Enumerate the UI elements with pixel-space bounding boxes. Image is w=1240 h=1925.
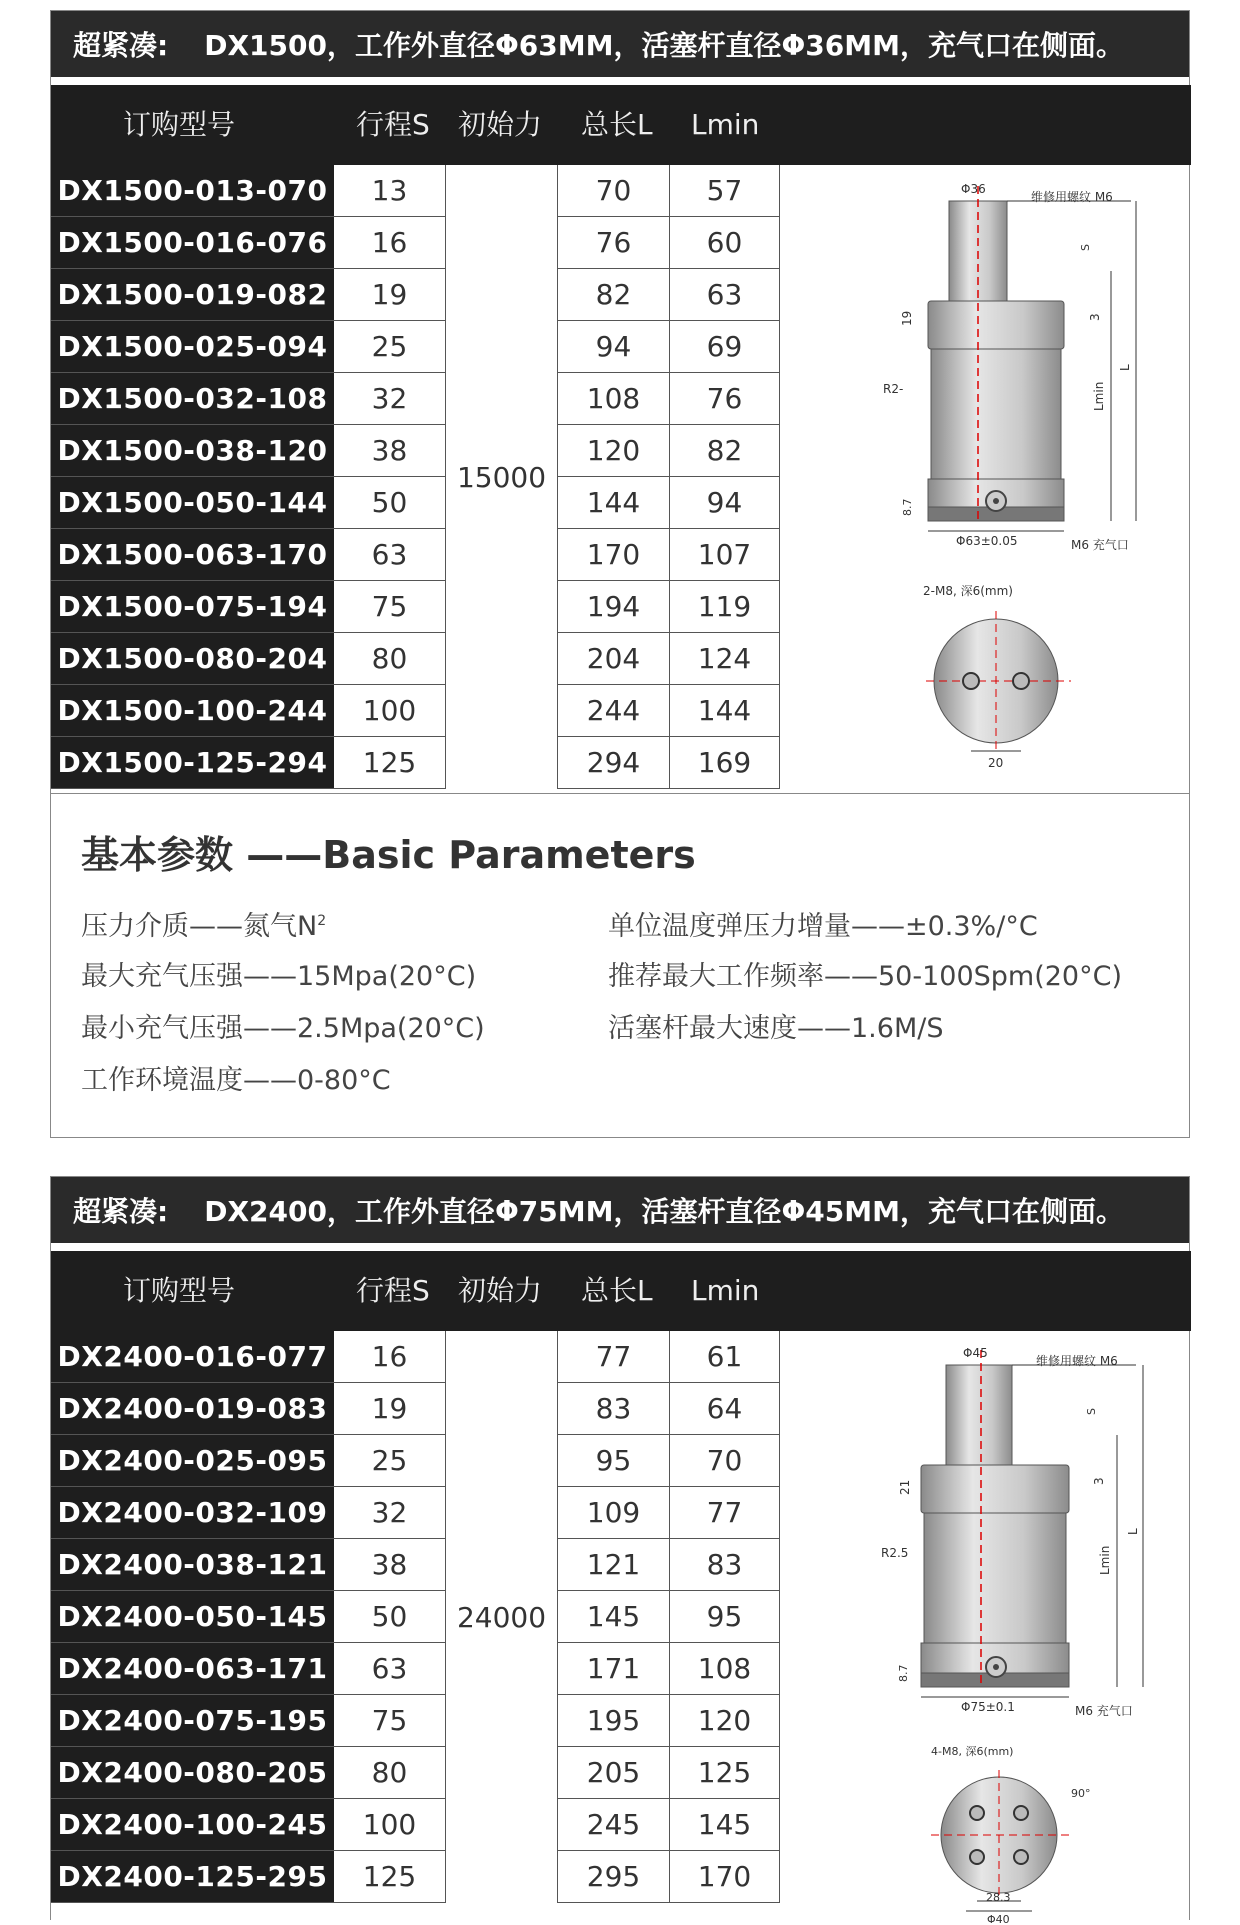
s-cell: 75 — [334, 1695, 446, 1747]
model-cell: DX2400-063-171 — [51, 1643, 334, 1695]
l-cell: 295 — [558, 1851, 670, 1903]
lmin-cell: 124 — [670, 633, 780, 685]
l-cell: 195 — [558, 1695, 670, 1747]
header-force: 初始力 — [458, 108, 543, 141]
model-cell: DX2400-025-095 — [51, 1435, 334, 1487]
header-model: 订购型号 — [123, 108, 236, 141]
pitch-label: 28.3 — [986, 1891, 1011, 1904]
pcd-label: Φ40 — [987, 1913, 1010, 1925]
dim-87-label: 8.7 — [897, 1664, 910, 1682]
l-cell: 83 — [558, 1383, 670, 1435]
title-label: 超紧凑: — [73, 29, 169, 62]
model-cell: DX1500-075-194 — [51, 581, 334, 633]
s-cell: 25 — [334, 321, 446, 373]
initial-force-cell: 24000 — [446, 1331, 558, 1903]
lmin-cell: 60 — [670, 217, 780, 269]
l-cell: 245 — [558, 1799, 670, 1851]
lmin-cell: 120 — [670, 1695, 780, 1747]
header-length: 总长L — [581, 1274, 653, 1307]
title-text: DX2400，工作外直径Φ75MM，活塞杆直径Φ45MM，充气口在侧面。 — [204, 1195, 1124, 1228]
l-cell: 244 — [558, 685, 670, 737]
l-cell: 194 — [558, 581, 670, 633]
table-header — [51, 85, 1191, 165]
model-cell: DX1500-032-108 — [51, 373, 334, 425]
dim-87-label: 8.7 — [901, 498, 914, 516]
model-cell: DX2400-100-245 — [51, 1799, 334, 1851]
s-cell: 80 — [334, 633, 446, 685]
dimension-drawing — [831, 171, 1151, 781]
l-cell: 170 — [558, 529, 670, 581]
s-cell: 50 — [334, 1591, 446, 1643]
dim-21-label: 21 — [898, 1479, 912, 1495]
s-cell: 38 — [334, 425, 446, 477]
param-max-pressure: 最大充气压强——15Mpa(20°C) — [81, 961, 477, 992]
section-title-bar — [51, 11, 1189, 81]
l-label: L — [1118, 364, 1132, 371]
header-lmin: Lmin — [691, 108, 760, 141]
lmin-cell: 69 — [670, 321, 780, 373]
lmin-cell: 82 — [670, 425, 780, 477]
header-force: 初始力 — [458, 1274, 543, 1307]
l-cell: 76 — [558, 217, 670, 269]
title-label: 超紧凑: — [73, 1195, 169, 1228]
model-cell: DX2400-019-083 — [51, 1383, 334, 1435]
param-frequency: 推荐最大工作频率——50-100Spm(20°C) — [608, 961, 1122, 992]
lmin-cell: 94 — [670, 477, 780, 529]
lmin-cell: 70 — [670, 1435, 780, 1487]
model-cell: DX1500-063-170 — [51, 529, 334, 581]
rod-dia-label: Φ36 — [961, 182, 986, 196]
lmin-cell: 76 — [670, 373, 780, 425]
s-cell: 32 — [334, 1487, 446, 1539]
s-cell: 13 — [334, 165, 446, 217]
lmin-label: Lmin — [1092, 381, 1106, 411]
header-lmin: Lmin — [691, 1274, 760, 1307]
body-dia-label: Φ75±0.1 — [961, 1700, 1015, 1714]
thread-label: 维修用螺纹 M6 — [1031, 190, 1113, 204]
lmin-cell: 170 — [670, 1851, 780, 1903]
port-label: M6 充气口 — [1075, 1704, 1133, 1718]
s-cell: 125 — [334, 1851, 446, 1903]
s-cell: 50 — [334, 477, 446, 529]
l-cell: 294 — [558, 737, 670, 789]
model-cell: DX1500-013-070 — [51, 165, 334, 217]
header-model: 订购型号 — [123, 1274, 236, 1307]
s-cell: 100 — [334, 1799, 446, 1851]
s-cell: 75 — [334, 581, 446, 633]
s-cell: 19 — [334, 1383, 446, 1435]
l-cell: 94 — [558, 321, 670, 373]
model-cell: DX2400-080-205 — [51, 1747, 334, 1799]
holes-label: 4-M8, 深6(mm) — [931, 1745, 1014, 1758]
model-cell: DX1500-025-094 — [51, 321, 334, 373]
l-cell: 144 — [558, 477, 670, 529]
l-cell: 205 — [558, 1747, 670, 1799]
basic-parameters — [51, 793, 1189, 1096]
pitch-label: 20 — [988, 756, 1004, 770]
l-cell: 82 — [558, 269, 670, 321]
initial-force-cell: 15000 — [446, 165, 558, 789]
port-label: M6 充气口 — [1071, 538, 1129, 552]
lmin-cell: 77 — [670, 1487, 780, 1539]
model-column — [51, 1331, 334, 1903]
s-cell: 16 — [334, 217, 446, 269]
lmin-cell: 125 — [670, 1747, 780, 1799]
angle-label: 90° — [1071, 1787, 1091, 1800]
param-temperature: 工作环境温度——0-80°C — [81, 1065, 391, 1096]
dx1500-section — [50, 10, 1190, 1138]
radius-label: R2- — [883, 382, 904, 396]
dim-19-label: 19 — [900, 310, 914, 326]
lmin-cell: 95 — [670, 1591, 780, 1643]
model-cell: DX1500-019-082 — [51, 269, 334, 321]
l-cell: 145 — [558, 1591, 670, 1643]
s-cell: 125 — [334, 737, 446, 789]
s-cell: 63 — [334, 1643, 446, 1695]
l-cell: 70 — [558, 165, 670, 217]
s-cell: 38 — [334, 1539, 446, 1591]
model-cell: DX2400-032-109 — [51, 1487, 334, 1539]
model-cell: DX1500-125-294 — [51, 737, 334, 789]
lmin-cell: 107 — [670, 529, 780, 581]
dx2400-section — [50, 1176, 1190, 1925]
s-cell: 32 — [334, 373, 446, 425]
model-cell: DX1500-016-076 — [51, 217, 334, 269]
body-dia-label: Φ63±0.05 — [956, 534, 1018, 548]
model-cell: DX1500-050-144 — [51, 477, 334, 529]
model-cell: DX2400-016-077 — [51, 1331, 334, 1383]
lmin-cell: 83 — [670, 1539, 780, 1591]
l-cell: 121 — [558, 1539, 670, 1591]
param-medium: 压力介质——氮气$N^2$ — [81, 911, 327, 942]
lmin-cell: 169 — [670, 737, 780, 789]
model-column — [51, 165, 334, 789]
lmin-cell: 61 — [670, 1331, 780, 1383]
header-stroke: 行程S — [356, 108, 430, 141]
radius-label: R2.5 — [881, 1546, 909, 1560]
param-min-pressure: 最小充气压强——2.5Mpa(20°C) — [81, 1013, 485, 1044]
param-max-speed: 活塞杆最大速度——1.6M/S — [608, 1013, 944, 1044]
lmin-cell: 64 — [670, 1383, 780, 1435]
s-cell: 16 — [334, 1331, 446, 1383]
dim-3-label: 3 — [1092, 1477, 1106, 1485]
l-label: L — [1126, 1528, 1140, 1535]
section-title-bar — [51, 1177, 1189, 1247]
model-cell: DX1500-080-204 — [51, 633, 334, 685]
header-length: 总长L — [581, 108, 653, 141]
l-cell: 109 — [558, 1487, 670, 1539]
l-cell: 204 — [558, 633, 670, 685]
s-label: S — [1085, 1408, 1098, 1415]
l-cell: 108 — [558, 373, 670, 425]
table-header — [51, 1251, 1191, 1331]
model-cell: DX1500-100-244 — [51, 685, 334, 737]
lmin-cell: 57 — [670, 165, 780, 217]
dimension-drawing — [831, 1335, 1161, 1925]
l-cell: 120 — [558, 425, 670, 477]
lmin-cell: 119 — [670, 581, 780, 633]
holes-label: 2-M8, 深6(mm) — [923, 584, 1013, 598]
s-cell: 100 — [334, 685, 446, 737]
thread-label: 维修用螺纹 M6 — [1036, 1354, 1118, 1368]
header-stroke: 行程S — [356, 1274, 430, 1307]
s-cell: 19 — [334, 269, 446, 321]
s-label: S — [1079, 244, 1092, 251]
params-title: 基本参数 ——Basic Parameters — [81, 833, 696, 877]
lmin-cell: 144 — [670, 685, 780, 737]
lmin-cell: 63 — [670, 269, 780, 321]
s-cell: 63 — [334, 529, 446, 581]
model-cell: DX2400-038-121 — [51, 1539, 334, 1591]
model-cell: DX1500-038-120 — [51, 425, 334, 477]
title-text: DX1500，工作外直径Φ63MM，活塞杆直径Φ36MM，充气口在侧面。 — [204, 29, 1124, 62]
l-cell: 95 — [558, 1435, 670, 1487]
s-cell: 25 — [334, 1435, 446, 1487]
s-cell: 80 — [334, 1747, 446, 1799]
model-cell: DX2400-125-295 — [51, 1851, 334, 1903]
rod-dia-label: Φ45 — [963, 1346, 988, 1360]
lmin-cell: 108 — [670, 1643, 780, 1695]
model-cell: DX2400-050-145 — [51, 1591, 334, 1643]
dim-3-label: 3 — [1088, 313, 1102, 321]
lmin-label: Lmin — [1098, 1545, 1112, 1575]
lmin-cell: 145 — [670, 1799, 780, 1851]
l-cell: 171 — [558, 1643, 670, 1695]
model-cell: DX2400-075-195 — [51, 1695, 334, 1747]
l-cell: 77 — [558, 1331, 670, 1383]
param-temp-increment: 单位温度弹压力增量——±0.3%/°C — [608, 911, 1038, 942]
